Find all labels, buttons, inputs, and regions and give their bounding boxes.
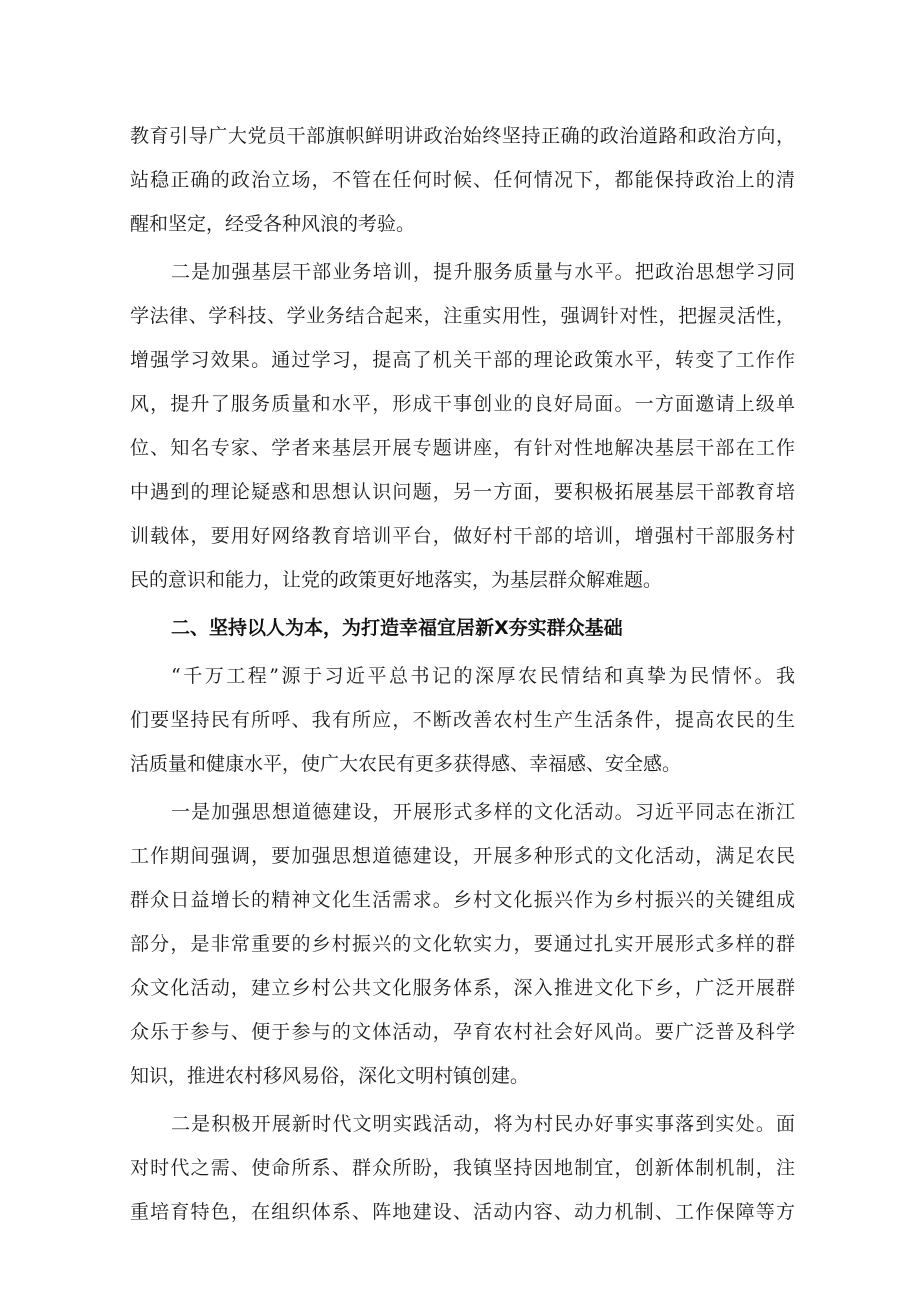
paragraph-line: 站稳正确的政治立场，不管在任何时候、任何情况下，都能保持政治上的清: [130, 169, 795, 191]
paragraph-line: 风，提升了服务质量和水平，形成干事创业的良好局面。一方面邀请上级单: [130, 393, 795, 415]
paragraph-line: 增强学习效果。通过学习，提高了机关干部的理论政策水平，转变了工作作: [130, 349, 795, 371]
paragraph-line: 中遇到的理论疑惑和思想认识问题，另一方面，要积极拓展基层干部教育培: [130, 481, 795, 503]
paragraph-line: 对时代之需、使命所系、群众所盼，我镇坚持因地制宜，创新体制机制，注: [130, 1157, 795, 1179]
paragraph-line: 重培育特色，在组织体系、阵地建设、活动内容、动力机制、工作保障等方: [130, 1201, 795, 1223]
paragraph-line: “千万工程”源于习近平总书记的深厚农民情结和真挚为民情怀。我: [171, 665, 795, 687]
paragraph-line: 训载体，要用好网络教育培训平台，做好村干部的培训，增强村干部服务村: [130, 525, 795, 547]
paragraph-line: 学法律、学科技、学业务结合起来，注重实用性，强调针对性，把握灵活性，: [130, 305, 795, 327]
paragraph-line: 众乐于参与、便于参与的文体活动，孕育农村社会好风尚。要广泛普及科学: [130, 1021, 795, 1043]
paragraph-line: 醒和坚定，经受各种风浪的考验。: [130, 213, 416, 235]
paragraph-line: 活质量和健康水平，使广大农民有更多获得感、幸福感、安全感。: [130, 753, 682, 775]
paragraph-line: 二是积极开展新时代文明实践活动，将为村民办好事实事落到实处。面: [171, 1113, 795, 1135]
paragraph-line: 位、知名专家、学者来基层开展专题讲座，有针对性地解决基层干部在工作: [130, 437, 795, 459]
paragraph-line: 部分，是非常重要的乡村振兴的文化软实力，要通过扎实开展形式多样的群: [130, 933, 795, 955]
paragraph-line: 教育引导广大党员干部旗帜鲜明讲政治始终坚持正确的政治道路和政治方向，: [130, 125, 795, 147]
paragraph-line: 众文化活动，建立乡村公共文化服务体系，深入推进文化下乡，广泛开展群: [130, 977, 795, 999]
paragraph-line: 二是加强基层干部业务培训，提升服务质量与水平。把政治思想学习同: [171, 261, 795, 283]
paragraph-line: 们要坚持民有所呼、我有所应，不断改善农村生产生活条件，提高农民的生: [130, 709, 795, 731]
paragraph-line: 一是加强思想道德建设，开展形式多样的文化活动。习近平同志在浙江: [171, 801, 795, 823]
paragraph-line: 民的意识和能力，让党的政策更好地落实，为基层群众解难题。: [130, 569, 663, 591]
paragraph-line: 群众日益增长的精神文化生活需求。乡村文化振兴作为乡村振兴的关键组成: [130, 889, 795, 911]
section-heading: 二、坚持以人为本，为打造幸福宜居新X夯实群众基础: [171, 617, 623, 639]
paragraph-line: 知识，推进农村移风易俗，深化文明村镇创建。: [130, 1065, 530, 1087]
paragraph-line: 工作期间强调，要加强思想道德建设，开展多种形式的文化活动，满足农民: [130, 845, 795, 867]
